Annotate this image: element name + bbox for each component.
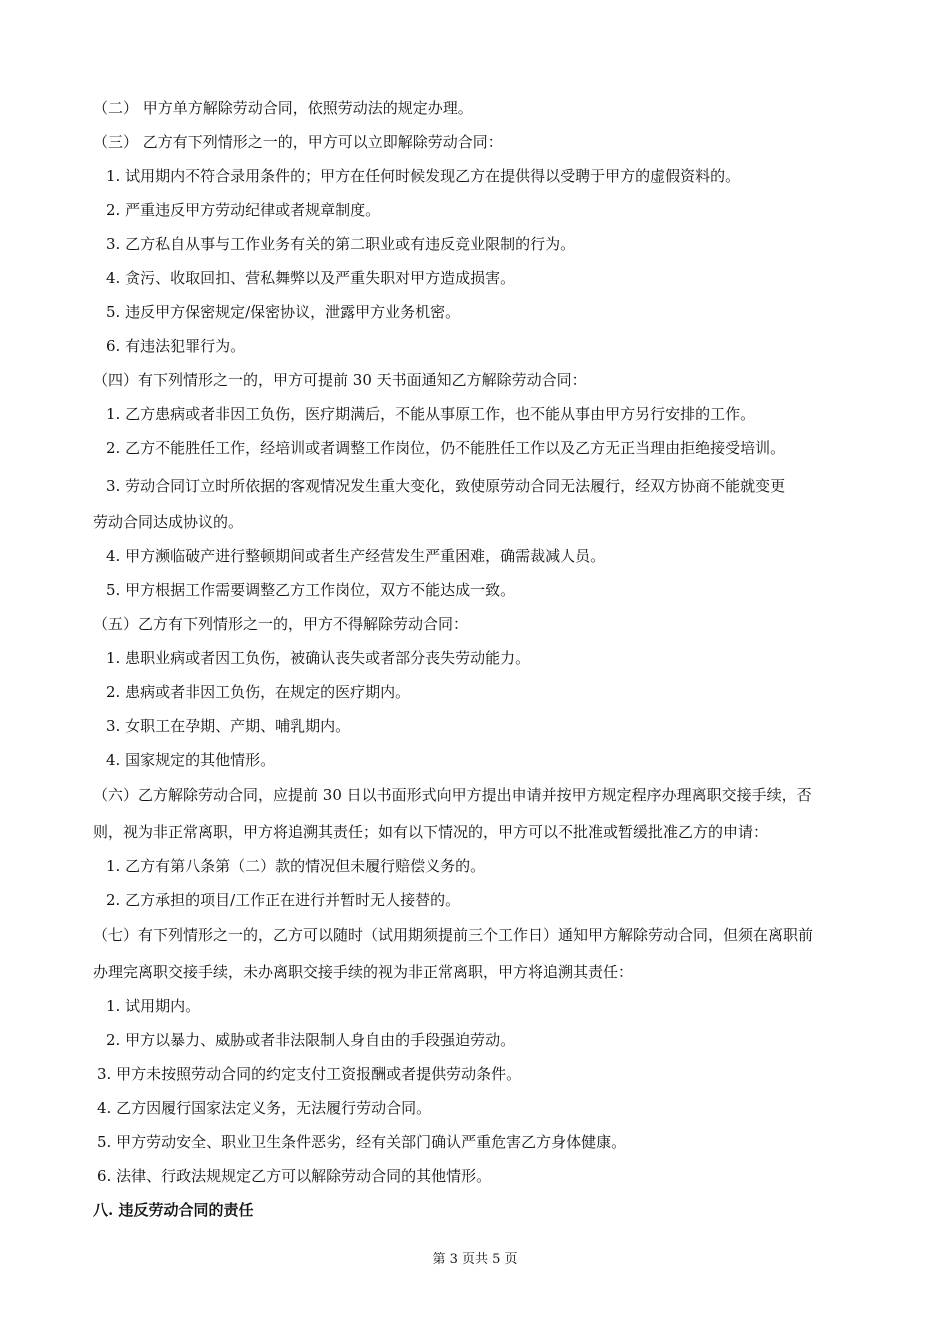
- section-7-item-6: 6. 法律、行政法规规定乙方可以解除劳动合同的其他情形。: [97, 1167, 492, 1185]
- section-3-item-6: 6. 有违法犯罪行为。: [106, 337, 246, 355]
- section-6-item-2: 2. 乙方承担的项目/工作正在进行并暂时无人接替的。: [106, 891, 461, 909]
- section-4-item-5: 5. 甲方根据工作需要调整乙方工作岗位，双方不能达成一致。: [106, 581, 516, 599]
- page-number-footer: 第 3 页共 5 页: [432, 1252, 518, 1267]
- section-7-item-3: 3. 甲方未按照劳动合同的约定支付工资报酬或者提供劳动条件。: [97, 1065, 522, 1083]
- section-7-heading: （七）有下列情形之一的，乙方可以随时（试用期须提前三个工作日）通知甲方解除劳动合同，但须在离职前: [93, 926, 814, 944]
- section-5-heading: （五）乙方有下列情形之一的，甲方不得解除劳动合同：: [93, 615, 469, 633]
- section-7-item-4: 4. 乙方因履行国家法定义务，无法履行劳动合同。: [97, 1099, 432, 1117]
- section-4-item-2: 2. 乙方不能胜任工作，经培训或者调整工作岗位，仍不能胜任工作以及乙方无正当理由拒绝接受培训。: [106, 439, 786, 457]
- section-3-item-1: 1. 试用期内不符合录用条件的；甲方在任何时候发现乙方在提供得以受聘于甲方的虚假资料的。: [106, 167, 741, 185]
- section-4-item-1: 1. 乙方患病或者非因工负伤，医疗期满后，不能从事原工作，也不能从事由甲方另行安排的工作。: [106, 405, 756, 423]
- section-3-item-2: 2. 严重违反甲方劳动纪律或者规章制度。: [106, 201, 381, 219]
- section-5-item-3: 3. 女职工在孕期、产期、哺乳期内。: [106, 717, 351, 735]
- article-8-heading: 八. 违反劳动合同的责任: [93, 1201, 254, 1219]
- section-6-heading-continued: 则，视为非正常离职，甲方将追溯其责任；如有以下情况的，甲方可以不批准或暂缓批准乙方的申请：: [93, 823, 769, 841]
- section-5-item-4: 4. 国家规定的其他情形。: [106, 751, 276, 769]
- section-7-heading-continued: 办理完离职交接手续，未办离职交接手续的视为非正常离职，甲方将追溯其责任：: [93, 963, 634, 981]
- section-6-heading: （六）乙方解除劳动合同，应提前 30 日以书面形式向甲方提出申请并按甲方规定程序办理离职交接手续，否: [93, 786, 812, 804]
- section-3-item-3: 3. 乙方私自从事与工作业务有关的第二职业或有违反竞业限制的行为。: [106, 235, 576, 253]
- section-7-item-1: 1. 试用期内。: [106, 997, 201, 1015]
- section-4-item-4: 4. 甲方濒临破产进行整顿期间或者生产经营发生严重困难，确需裁减人员。: [106, 547, 606, 565]
- section-4-item-3-continued: 劳动合同达成协议的。: [93, 513, 244, 531]
- section-6-item-1: 1. 乙方有第八条第（二）款的情况但未履行赔偿义务的。: [106, 857, 486, 875]
- section-4-heading: （四）有下列情形之一的，甲方可提前 30 天书面通知乙方解除劳动合同：: [93, 371, 587, 389]
- section-7-item-5: 5. 甲方劳动安全、职业卫生条件恶劣，经有关部门确认严重危害乙方身体健康。: [97, 1133, 627, 1151]
- section-4-item-3: 3. 劳动合同订立时所依据的客观情况发生重大变化，致使原劳动合同无法履行，经双方协商不能就变更: [106, 477, 786, 495]
- section-3-heading: （三） 乙方有下列情形之一的，甲方可以立即解除劳动合同：: [93, 133, 503, 151]
- section-3-item-4: 4. 贪污、收取回扣、营私舞弊以及严重失职对甲方造成损害。: [106, 269, 516, 287]
- section-5-item-1: 1. 患职业病或者因工负伤，被确认丧失或者部分丧失劳动能力。: [106, 649, 531, 667]
- section-5-item-2: 2. 患病或者非因工负伤，在规定的医疗期内。: [106, 683, 411, 701]
- section-7-item-2: 2. 甲方以暴力、威胁或者非法限制人身自由的手段强迫劳动。: [106, 1031, 516, 1049]
- section-3-item-5: 5. 违反甲方保密规定/保密协议，泄露甲方业务机密。: [106, 303, 461, 321]
- section-2-clause: （二） 甲方单方解除劳动合同，依照劳动法的规定办理。: [93, 99, 473, 117]
